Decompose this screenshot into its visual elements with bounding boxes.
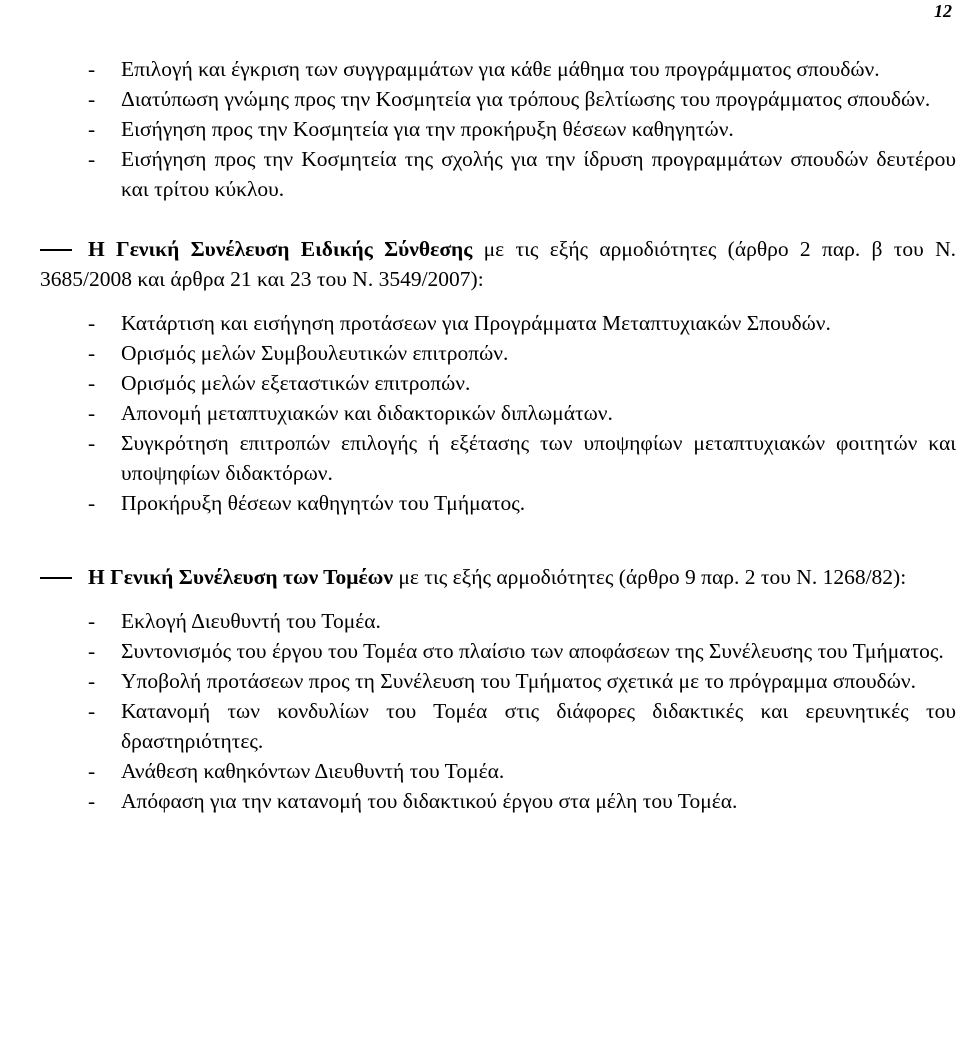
list-item-text: Επιλογή και έγκριση των συγγραμμάτων για κάθε μάθημα του προγράμματος σπουδών. <box>121 57 880 81</box>
list-dash: - <box>88 759 96 783</box>
section-special-list <box>40 308 956 518</box>
list-item <box>40 696 956 756</box>
list-dash: - <box>88 639 96 663</box>
section-special-title: Η Γενική Συνέλευση Ειδικής Σύνθεσης <box>88 237 473 261</box>
list-dash: - <box>88 371 96 395</box>
list-dash: - <box>88 117 96 141</box>
list-item-text: Εισήγηση προς την Κοσμητεία της σχολής για την ίδρυση προγραμμάτων σπουδών δευτέρου και τρίτου κύκλου. <box>121 147 956 201</box>
list-item-text: Ορισμός μελών Συμβουλευτικών επιτροπών. <box>121 341 509 365</box>
list-dash: - <box>88 341 96 365</box>
list-item-text: Εισήγηση προς την Κοσμητεία για την προκήρυξη θέσεων καθηγητών. <box>121 117 734 141</box>
list-item-text: Απόφαση για την κατανομή του διδακτικού έργου στα μέλη του Τομέα. <box>121 789 738 813</box>
list-dash: - <box>88 789 96 813</box>
list-dash: - <box>88 311 96 335</box>
list-item <box>40 756 956 786</box>
list-item <box>40 666 956 696</box>
intro-list <box>40 54 956 204</box>
list-dash: - <box>88 147 96 171</box>
list-item <box>40 428 956 488</box>
list-item <box>40 308 956 338</box>
document-body <box>40 54 956 816</box>
list-dash: - <box>88 609 96 633</box>
list-item <box>40 144 956 204</box>
list-item-text: Απονομή μεταπτυχιακών και διδακτορικών διπλωμάτων. <box>121 401 613 425</box>
section-special-description: με τις εξής αρμοδιότητες (άρθρο 2 παρ. β του Ν. 3685/2008 και άρθρα 21 και 23 του Ν. 3549/2007): <box>40 237 956 291</box>
page-number: 12 <box>934 1 952 21</box>
list-item-text: Κατάρτιση και εισήγηση προτάσεων για Προγράμματα Μεταπτυχιακών Σπουδών. <box>121 311 831 335</box>
list-item <box>40 636 956 666</box>
list-item <box>40 488 956 518</box>
list-item-text: Διατύπωση γνώμης προς την Κοσμητεία για τρόπους βελτίωσης του προγράμματος σπουδών. <box>121 87 931 111</box>
list-item-text: Προκήρυξη θέσεων καθηγητών του Τμήματος. <box>121 491 526 515</box>
list-dash: - <box>88 87 96 111</box>
list-item <box>40 368 956 398</box>
section-sectors-description: με τις εξής αρμοδιότητες (άρθρο 9 παρ. 2 του Ν. 1268/82): <box>393 565 907 589</box>
list-item <box>40 786 956 816</box>
list-item <box>40 84 956 114</box>
list-item-text: Εκλογή Διευθυντή του Τομέα. <box>121 609 381 633</box>
list-item-text: Συγκρότηση επιτροπών επιλογής ή εξέτασης των υποψηφίων μεταπτυχιακών φοιτητών και υποψηφίων διδακτόρων. <box>121 431 956 485</box>
list-item <box>40 338 956 368</box>
section-sectors-title: Η Γενική Συνέλευση των Τομέων <box>88 565 393 589</box>
list-item-text: Ορισμός μελών εξεταστικών επιτροπών. <box>121 371 471 395</box>
list-dash: - <box>88 699 96 723</box>
list-item <box>40 114 956 144</box>
list-item-text: Συντονισμός του έργου του Τομέα στο πλαίσιο των αποφάσεων της Συνέλευσης του Τμήματος. <box>121 639 944 663</box>
list-dash: - <box>88 57 96 81</box>
list-item <box>40 54 956 84</box>
list-item <box>40 606 956 636</box>
section-sectors-heading <box>40 562 956 592</box>
section-sectors-list <box>40 606 956 816</box>
list-dash: - <box>88 491 96 515</box>
list-dash: - <box>88 431 96 455</box>
list-item-text: Κατανομή των κονδυλίων του Τομέα στις διάφορες διδακτικές και ερευνητικές του δραστηριότητες. <box>121 699 956 753</box>
list-dash: - <box>88 669 96 693</box>
list-item <box>40 398 956 428</box>
section-special-heading <box>40 234 956 294</box>
list-item-text: Ανάθεση καθηκόντων Διευθυντή του Τομέα. <box>121 759 505 783</box>
list-item-text: Υποβολή προτάσεων προς τη Συνέλευση του Τμήματος σχετικά με το πρόγραμμα σπουδών. <box>121 669 916 693</box>
list-dash: - <box>88 401 96 425</box>
